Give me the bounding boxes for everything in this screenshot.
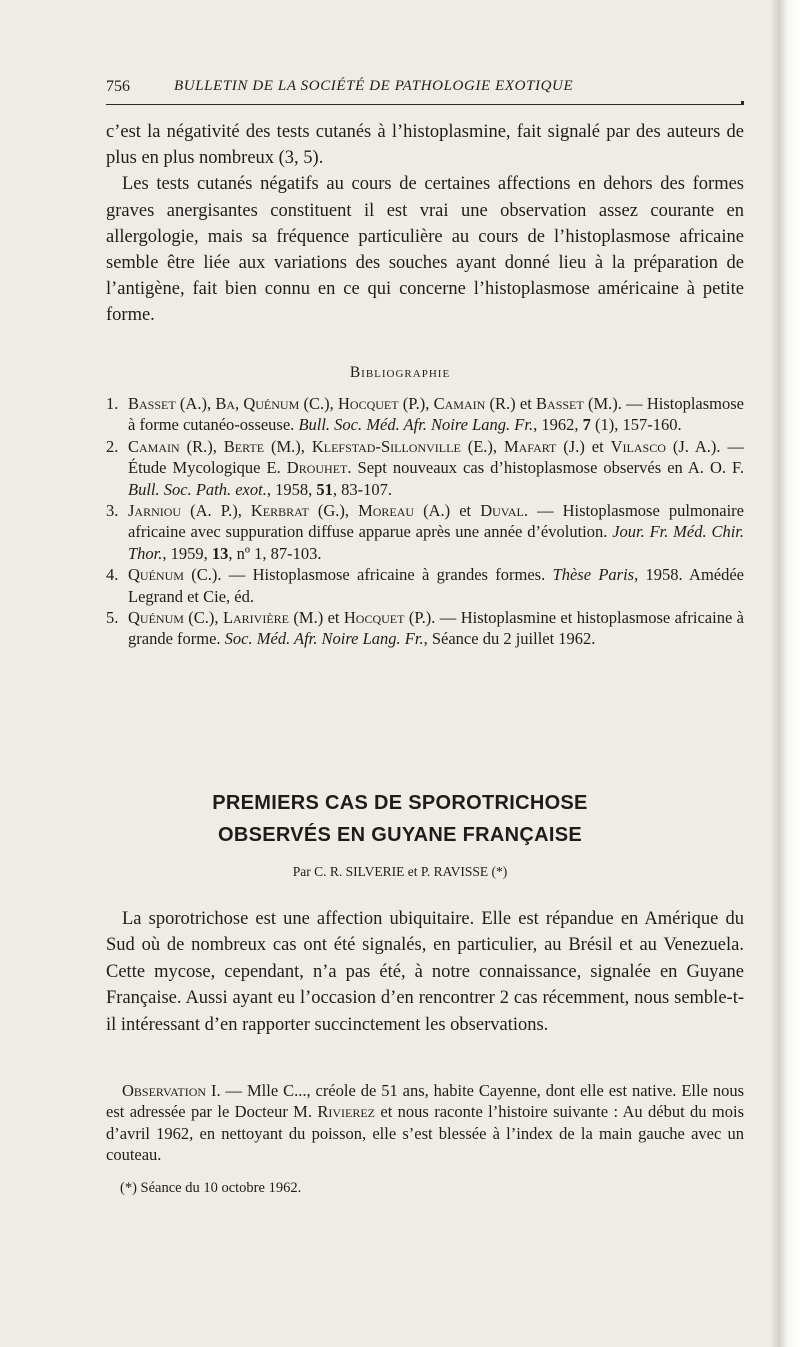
bib-text: (J.) et (556, 436, 611, 456)
bib-entry-4 (106, 564, 744, 607)
bib-text: , 1959, (162, 543, 212, 563)
bib-entry-5 (106, 607, 744, 650)
bib-volume: 7 (582, 415, 591, 435)
bib-number: 5. (106, 608, 119, 628)
bib-author: Mafart (503, 436, 557, 456)
bib-text: . — Histoplasmose pulmonaire africaine avec suppuration diffuse apparue après une année d’évolution. (128, 501, 744, 542)
bib-text: (P.), (398, 394, 434, 413)
article-paragraph-1: La sporotrichose est une affection ubiquitaire. Elle est répandue en Amérique du Sud où de nombreux cas ont été signalés, en particulier, au Brésil et au Venezuela. Cette mycose, cependant, n’a pas été, à notre connaissance, signalée en Guyane Française. Aussi ayant eu l’occasion d’en rencontrer 2 cas récemment, nous semble-t-il intéressant d’en rapporter succinctement les observations. (106, 909, 744, 1035)
bib-text: , (234, 394, 244, 413)
page-gutter-shadow (770, 0, 780, 1347)
bib-volume: 13 (211, 543, 229, 563)
bib-author: Quénum (243, 394, 300, 413)
bib-text: (C.), (183, 608, 223, 628)
article-title-line-2: OBSERVÉS EN GUYANE FRANÇAISE (217, 824, 583, 846)
bib-text: (A.) et (414, 501, 481, 521)
bib-number: 3. (106, 501, 119, 521)
article-authors: Par C. R. SILVERIE et P. RAVISSE (*) (292, 864, 508, 879)
bib-number: 4. (106, 565, 119, 585)
bib-text: (G.), (308, 501, 359, 521)
bib-author: Jarniou (128, 501, 182, 521)
observation-text-b: et nous raconte l’histoire suivante : Au début du mois d’avril 1962, en nettoyant du poisson, elle s’est blessée à l’index de la main gauche avec un couteau. (106, 1102, 745, 1165)
bib-author: Berte (223, 436, 265, 456)
bib-text: , 1958. Amédée Legrand et Cie, éd. (128, 565, 745, 606)
bib-number: 2. (106, 436, 119, 456)
intro-text (106, 119, 744, 329)
intro-paragraph-1: c’est la négativité des tests cutanés à l’histoplasmine, fait signalé par des auteurs de plus en plus nombreux (3, 5). (106, 122, 744, 169)
bib-author: Vilasco (610, 436, 666, 456)
bib-author: Duval (480, 501, 524, 521)
bib-author: Camain (128, 436, 180, 456)
bib-text: (M.). — Histoplasmose à forme cutanéo-osseuse. (128, 394, 744, 435)
footnote: (*) Séance du 10 octobre 1962. (120, 1180, 302, 1196)
bib-text: (A. P.), (181, 501, 251, 521)
bib-author: Basset (536, 394, 584, 413)
bib-text: (R.) et (485, 394, 537, 413)
bib-text: , 1962, (533, 415, 583, 435)
bib-author: Larivière (222, 608, 290, 628)
header-rule (106, 104, 744, 105)
bib-author: Drouhet (286, 458, 348, 478)
bib-author: Basset (128, 394, 176, 413)
bib-journal: Bull. Soc. Méd. Afr. Noire Lang. Fr. (298, 415, 534, 435)
bib-journal: Jour. Fr. Méd. Chir. Thor. (128, 522, 745, 563)
bib-author: Camain (433, 394, 486, 413)
bib-text: (R.), (179, 436, 224, 456)
bib-journal: Soc. Méd. Afr. Noire Lang. Fr. (224, 629, 424, 649)
observation-doctor-name: Rivierez (317, 1102, 376, 1122)
intro-paragraph-2: Les tests cutanés négatifs au cours de certaines affections en dehors des formes graves anergisantes constituent il est vrai une observation assez courante en allergologie, mais sa fréquence particulière au cours de l’histoplasmose africaine semble être liée aux variations des souches ayant donné lieu à la préparation de l’antigène, fait bien connu en ce qui concerne l’histoplasmose américaine à petite forme. (106, 174, 744, 326)
bib-text: (C.), (299, 394, 338, 413)
bib-author: Hocquet (343, 608, 405, 628)
bib-journal: Thèse Paris (552, 565, 635, 585)
bib-author: Kerbrat (250, 501, 309, 521)
bib-text: , 1958, (266, 479, 317, 499)
bib-author: Ba (215, 394, 235, 413)
article-title-line-1: PREMIERS CAS DE SPOROTRICHOSE (212, 792, 588, 814)
bib-author: Klefstad-Sillonville (311, 436, 461, 456)
bibliography-heading: Bibliographie (349, 364, 451, 381)
bib-text: . Sept nouveaux cas d’histoplasmose observés en A. O. F. (347, 458, 745, 478)
bib-text: , nº 1, 87-103. (228, 543, 322, 563)
bib-text: (M.), (264, 436, 312, 456)
header-rule-mark (741, 101, 744, 104)
bib-text: (1), 157-160. (590, 415, 682, 435)
bib-author: Quénum (128, 565, 184, 585)
bib-text: , Séance du 2 juillet 1962. (423, 629, 596, 649)
page-number: 756 (106, 78, 130, 95)
bib-volume: 51 (316, 479, 333, 499)
running-header (106, 78, 746, 100)
bib-text: (M.) et (289, 608, 344, 628)
bib-entry-2 (106, 436, 744, 500)
bib-text: (J. A.). — Étude Mycologique E. (128, 436, 744, 478)
bib-author: Moreau (358, 501, 415, 521)
bibliography-list (106, 393, 744, 650)
observation-text-a: — Mlle C..., créole de 51 ans, habite Cayenne, dont elle est native. Elle nous est adressée par le Docteur M. (106, 1081, 744, 1122)
bib-entry-1 (106, 393, 744, 436)
bib-text: (C.). — Histoplasmose africaine à grandes formes. (183, 565, 553, 585)
observation-label: Observation I. (122, 1081, 221, 1100)
journal-title: BULLETIN DE LA SOCIÉTÉ DE PATHOLOGIE EXOTIQUE (174, 78, 574, 94)
bib-journal: Bull. Soc. Path. exot. (128, 479, 267, 499)
bib-text: (A.), (175, 394, 216, 413)
bib-number: 1. (106, 394, 119, 413)
page-edge (780, 0, 800, 1347)
bib-text: (E.), (460, 436, 504, 456)
bib-entry-3 (106, 500, 744, 564)
bib-text: (P.). — Histoplasmine et histoplasmose africaine à grande forme. (128, 608, 744, 649)
observation-paragraph (106, 1080, 744, 1166)
bib-author: Quénum (128, 608, 184, 628)
bib-text: , 83-107. (332, 479, 392, 499)
bib-author: Hocquet (337, 394, 399, 413)
